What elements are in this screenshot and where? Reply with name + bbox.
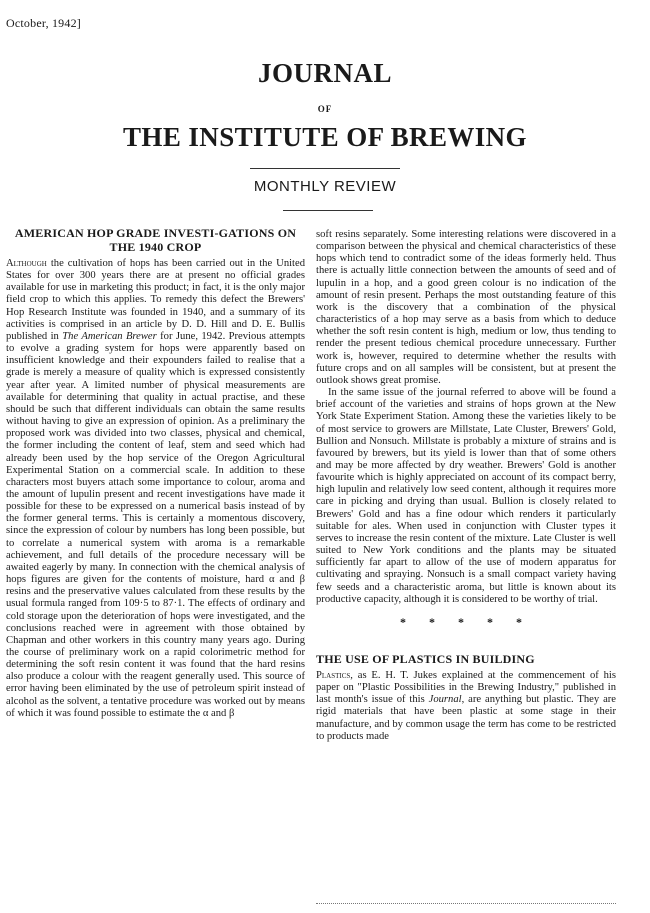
drop-lead-word: Although [6, 258, 47, 269]
section-separator: * * * * * [400, 614, 532, 629]
article-paragraph: In the same issue of the journal referred to above will be found a brief account of the varieties and strains of hops grown at the New York State Experiment Station. Among these the varieties likely to be of most service to growers are Millstate, Late Cluster, Brewers' Gold, Bullion and Nonsuch. Millstate is probably a mixture of strains and is favoured by brewers, but its yield is lower than that of some others and may be more affected by dry weather. Brewers' Gold is another favourite which is highly appreciated on account of its compact berry, high lupulin and relatively low seed content, although it requires more care in picking and drying than usual. Bullion is closely related to Brewers' Gold and has a fine odour which renders it particularly suitable for ales. When used in conjunction with Cluster types it serves to increase the resin content of the mixture. Late Cluster is well suited to New York conditions and the plants may be situated sufficiently far apart to allow of the use of modern apparatus for cultivating and spraying. Nonsuch is a small compact variety having few seeds and a characteristic aroma, but little is known about its productive capacity, although it is considered to be worthy of trial. [316, 387, 616, 605]
article-heading-hops: AMERICAN HOP GRADE INVESTI-GATIONS ON THE 1940 CROP [14, 226, 297, 254]
journal-title: JOURNAL [257, 58, 392, 88]
journal-title-of: OF [317, 104, 333, 114]
institute-title: THE INSTITUTE OF BREWING [123, 122, 527, 152]
section-rule [283, 210, 373, 211]
masthead-rule [250, 168, 400, 169]
left-column [6, 226, 305, 720]
journal-citation: The American Brewer [62, 330, 157, 342]
page-date-header: October, 1942] [6, 16, 81, 30]
article-paragraph: Although the cultivation of hops has been carried out in the United States for over 300 years there are at present no official grades available for use in marketing this product; in fact, it is the only major field crop to which this applies. To remedy this defect the Brewers' Hop Research Institute was founded in 1940, and a summary of its activities is comprised in an article by D. D. Hill and D. E. Bullis published in The American Brewer for June, 1942. Previous attempts to evolve a grading system for hops were apparently based on insufficient knowledge and their expounders failed to realise that a grade is merely a measure of quality which is expressed consistently year after year. A limited number of physical measurements are available for determining that quality in actual practise, and these should be such that different individuals can obtain the same results without having to give an expression of opinion. As a preliminary the proposed work was divided into two classes, physical and chemical, the former including the content of leaf, stem and seed which had already been used by the hop service of the Oregon Agricultural Experimental Station on a commercial scale. In addition to these characters most buyers attach some importance to colour, aroma and the amount of lupulin present and recent investigations have made it possible for these to be expressed on a numerical basis instead of by the former general terms. This is certainly a momentous discovery, since the expression of colour by numbers has long been possible, but to correlate a numerical system with aroma is a remarkable achievement, and full details of the procedure necessary will be awaited eagerly by many. In connection with the chemical analysis of hops figures are given for the contents of moisture, hard α and β resins and the preservative values calculated from these results by the usual formula ranged from 109·5 to 87·1. The effects of ordinary and cold storage upon the deterioration of hops were investigated, and the conclusions reached were in agreement with those obtained by Chapman and other workers in this country many years ago. During the course of preliminary work on a rapid colorimetric method for determining the soft resin content it was found that the hard resins also produce a colour with the reagent generally used. This source of error having been eliminated by the use of petroleum spirit instead of alcohol as the solvent, a tentative procedure was worked out by means of which it was found possible to estimate the α and β [6, 258, 305, 719]
article-paragraph-continued: soft resins separately. Some interesting relations were discovered in a comparison between the physical and chemical characteristics of these hops which tend to contradict some of the ideas formerly held. Thus there is actually little connection between the amounts of seed and of lupulin in a hop, and a good green colour is no indication of the amount of resin present. Perhaps the most outstanding feature of this work is the discovery that a combination of the physical characteristics of a hop may serve as a basis from which to deduce whether the soft resin content is high, medium or low, thus tending to render the present tedious chemical procedure unnecessary. Further work is, however, required to determine whether the results with future crops and on all samples will be consistent, but at present the outlook shows great promise. [316, 229, 616, 386]
right-column [316, 229, 616, 743]
section-title: MONTHLY REVIEW [253, 178, 397, 195]
article-heading-plastics: THE USE OF PLASTICS IN BUILDING [316, 652, 535, 666]
journal-citation: Journal [428, 694, 462, 706]
article-paragraph: Plastics, as E. H. T. Jukes explained at the commencement of his paper on "Plastic Possibilities in the Brewing Industry," published in last month's issue of this Journal, are anything but plastic. They are rigid materials that have been plastic at some stage in their manufacture, and by common usage the term has come to be restricted to products made [316, 670, 616, 742]
page-bottom-rule [316, 903, 616, 904]
drop-lead-word: Plastics, [316, 670, 353, 681]
